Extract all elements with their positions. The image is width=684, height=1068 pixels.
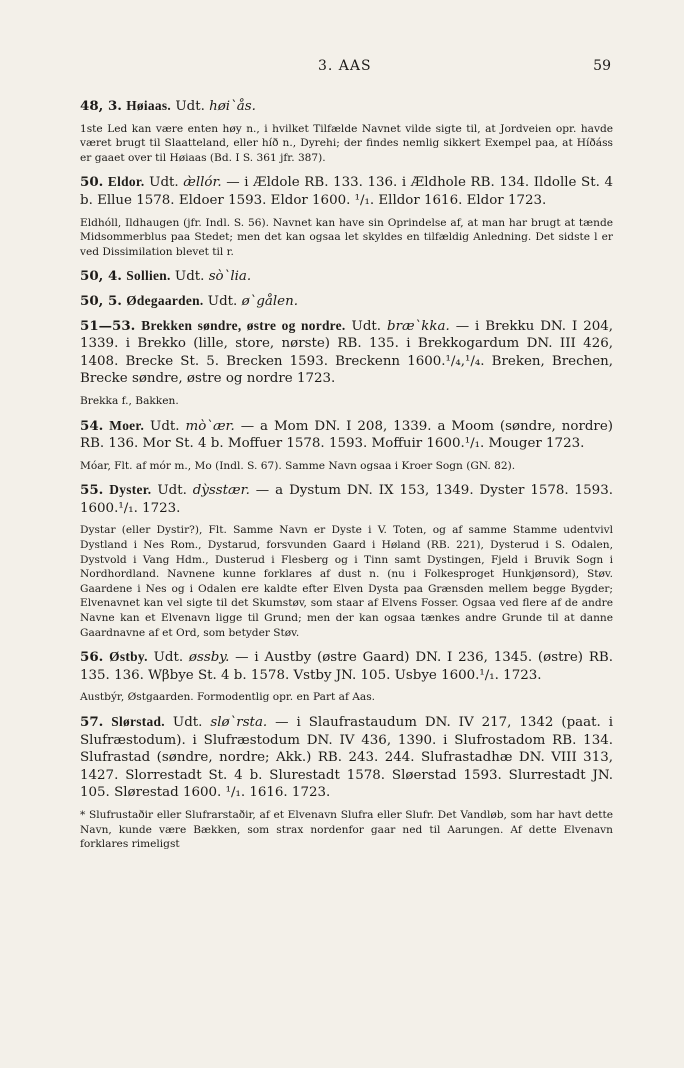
pronunciation: bræ`kka.: [387, 318, 450, 334]
entry-number: 57.: [80, 714, 104, 730]
entry-note: Eldhóll, Ildhaugen (jfr. Indl. S. 56). Navnet kan have sin Oprindelse af, at man har brugt at tænde Midsommerblus paa Stedet; men det kan ogsaa let skyldes en tilfældig Anledning. Det sidste l er ved Dissimilation blevet til r.: [80, 216, 613, 258]
historical-forms: — a Mom DN. I 208, 1339. a Moom (søndre, nordre) RB. 136. Mor St. 4 b. Moffuer 1578. 1593. Moffuir 1600.¹/₁. Mouger 1723.: [80, 418, 613, 452]
farm-name: Slørstad.: [111, 714, 165, 729]
section-title: 3. AAS: [318, 58, 372, 74]
udt-label: Udt.: [207, 293, 238, 309]
udt-label: Udt.: [149, 175, 179, 191]
pronunciation: øssby.: [188, 650, 230, 666]
pronunciation: høi`ås.: [209, 99, 256, 114]
entry-note: Brekka f., Bakken.: [80, 394, 179, 407]
pronunciation: sò`lia.: [208, 269, 252, 285]
page-number: 59: [593, 58, 611, 74]
pronunciation: slø`rsta.: [210, 715, 268, 730]
historical-forms: — a Dystum DN. IX 153, 1349. Dyster 1578. 1593. 1600.¹/₁. 1723.: [80, 483, 613, 516]
pronunciation: æ̀llór.: [183, 175, 222, 191]
farm-name: Ødegaarden.: [126, 292, 204, 308]
farm-name: Brekken søndre, østre og nordre.: [141, 317, 346, 333]
historical-forms: — i Slaufrastaudum DN. IV 217, 1342 (paat. i Slufræstodum). i Slufræstodum DN. IV 436, 1390. i Slufrostadom RB. 134. Slufrastad (søndre, nordre; Akk.) RB. 243. 244. Slufrastadhæ DN. VIII 313, 1427. Slorrestadt St. 4 b. Slurestadt 1578. Sløerstad 1593. Slurrestadt JN. 105. Slørestad 1600. ¹/₁. 1616. 1723.: [80, 715, 614, 801]
running-header: [0, 58, 684, 78]
udt-label: Udt.: [172, 715, 203, 730]
pronunciation: dỳsstær.: [192, 483, 250, 499]
udt-label: Udt.: [175, 99, 205, 114]
entry-54: [80, 417, 613, 453]
entry-note: Austbýr, Østgaarden. Formodentlig opr. en Part af Aas.: [80, 691, 376, 704]
entry-55: [80, 481, 613, 517]
entry-number: 51—53.: [80, 317, 136, 334]
farm-name: Østby.: [109, 649, 148, 665]
entry-56: [80, 648, 613, 684]
entry-50-4: [80, 267, 613, 286]
entry-57: [80, 713, 613, 802]
entry-51-53: [80, 317, 613, 388]
farm-name: Eldor.: [107, 174, 145, 190]
farm-name: Dyster.: [109, 482, 152, 498]
entry-number: 50, 5.: [80, 292, 122, 309]
udt-label: Udt.: [150, 418, 180, 434]
entry-number: 55.: [80, 482, 104, 499]
entry-number: 50, 4.: [80, 268, 122, 285]
historical-forms: — i Ældole RB. 133. 136. i Ældhole RB. 134. Ildolle St. 4 b. Ellue 1578. Eldoer 1593. Eldor 1600. ¹/₁. Elldor 1616. Eldor 1723.: [80, 175, 613, 208]
farm-name: Høiaas.: [126, 98, 172, 113]
entry-note: 1ste Led kan være enten høy n., i hvilket Tilfælde Navnet vilde sigte til, at Jordveien opr. havde været brugt til Slaatteland, eller híð n., Dyrehi; der findes nemlig sikkert Exempel paa, at Híðáss er gaaet over til Høiaas (Bd. I S. 361 jfr. 387).: [80, 122, 613, 164]
entry-50: [80, 173, 613, 209]
entry-50-5: [80, 292, 613, 311]
entry-number: 54.: [80, 417, 104, 434]
historical-forms: — i Austby (østre Gaard) DN. I 236, 1345. (østre) RB. 135. 136. Wβbye St. 4 b. 1578. Vstby JN. 105. Usbye 1600.¹/₁. 1723.: [80, 650, 613, 683]
entry-number: 56.: [80, 649, 104, 666]
pronunciation: mò`ær.: [185, 418, 235, 434]
entry-note: Dystar (eller Dystir?), Flt. Samme Navn er Dyste i V. Toten, og af samme Stamme udentvivl Dystland i Nes Rom., Dystarud, forsvunden Gaard i Høland (RB. 221), Dysterud i S. Odalen, Dystvold i Vang Hdm., Dusterud i Flesberg og i Tinn samt Dystingen, Fjeld i Bruvik Sogn i Nordhordland. Navnene kunne forklares af dust n. (nu i Folkesproget Hunkjønsord), Støv. Gaardene i Nes og i Odalen ere kaldte efter Elven Dysta paa Grænsden mellem begge Bygder; Elvenavnet kan vel sigte til det Skumstøv, som staar af Elvens Fosser. Ogsaa ved flere af de andre Navne kan et Elvenavn ligge til Grund; men der kan ogsaa tænkes andre Grunde til at danne Gaardnavne af et Ord, som betyder Støv.: [80, 524, 613, 639]
entry-48-3: [80, 97, 613, 116]
udt-label: Udt.: [157, 483, 187, 499]
entry-number: 50.: [80, 174, 104, 191]
entry-note: Móar, Flt. af mór m., Mo (Indl. S. 67). Samme Navn ogsaa i Kroer Sogn (GN. 82).: [80, 459, 516, 472]
farm-name: Sollien.: [126, 268, 171, 284]
entries-list: [80, 97, 613, 860]
historical-forms: — i Brekku DN. I 204, 1339. i Brekko (lille, store, nørste) RB. 135. i Brekkogardum DN. III 426, 1408. Brecke St. 5. Brecken 1593. Breckenn 1600.¹/₄,¹/₄. Breken, Brechen, Brecke søndre, østre og nordre 1723.: [80, 318, 614, 387]
udt-label: Udt.: [153, 650, 184, 666]
farm-name: Moer.: [109, 417, 145, 433]
pronunciation: ø`gålen.: [241, 293, 298, 309]
entry-note: * Slufrustaðir eller Slufrarstaðir, af et Elvenavn Slufra eller Slufr. Det Vandløb, som har havt dette Navn, kunde være Bækken, som strax nordenfor gaar ned til Aarungen. Af dette Elvenavn forklares rimeligst: [80, 808, 613, 851]
udt-label: Udt.: [351, 318, 382, 334]
entry-number: 48, 3.: [80, 98, 122, 114]
udt-label: Udt.: [174, 269, 205, 285]
